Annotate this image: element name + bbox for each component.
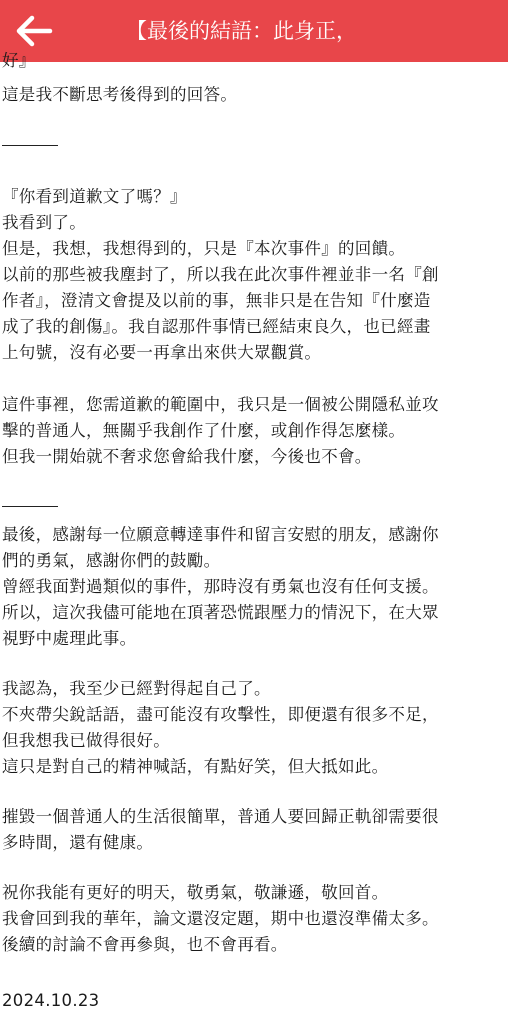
paragraph-line: 成了我的創傷』。我自認那件事情已經結束良久，也已經畫 <box>2 317 431 336</box>
paragraph-line: 作者』，澄清文會提及以前的事，無非只是在告知『什麼造 <box>2 291 431 310</box>
paragraph-line: 以前的那些被我塵封了，所以我在此次事件裡並非一名『創 <box>2 265 439 284</box>
paragraph-line: 但我想我已做得很好。 <box>2 731 170 750</box>
paragraph-line: 我會回到我的華年，論文還沒定題，期中也還沒準備太多。 <box>2 909 439 928</box>
paragraph-line: 祝你我能有更好的明天，敬勇氣，敬謙遜，敬回首。 <box>2 883 389 902</box>
paragraph-line: 後續的討論不會再參與，也不會再看。 <box>2 935 288 954</box>
paragraph-line: 這件事裡，您需道歉的範圍中，我只是一個被公開隱私並攻 <box>2 395 439 414</box>
back-button[interactable] <box>12 9 58 53</box>
paragraph-line: 曾經我面對過類似的事件，那時沒有勇氣也沒有任何支援。 <box>2 577 439 596</box>
partial-text-line: 好』 <box>2 51 36 70</box>
paragraph-line: 我認為，我至少已經對得起自己了。 <box>2 679 271 698</box>
paragraph-line: 這是我不斷思考後得到的回答。 <box>2 85 238 104</box>
page-title: 【最後的結語：此身正， <box>126 19 357 43</box>
paragraph-line: 但我一開始就不奢求您會給我什麼，今後也不會。 <box>2 447 372 466</box>
paragraph-line: 視野中處理此事。 <box>2 629 137 648</box>
paragraph-line: 我看到了。 <box>2 213 86 232</box>
paragraph-line: 但是，我想，我想得到的，只是『本次事件』的回饋。 <box>2 239 406 258</box>
article-body <box>0 51 508 1024</box>
date-line: 2024.10.23 <box>2 991 100 1010</box>
paragraph-line: 多時間，還有健康。 <box>2 833 154 852</box>
paragraph-line: 擊的普通人，無關乎我創作了什麼，或創作得怎麼樣。 <box>2 421 406 440</box>
paragraph-line: 們的勇氣，感謝你們的鼓勵。 <box>2 551 221 570</box>
paragraph-line: 上句號，沒有必要一再拿出來供大眾觀賞。 <box>2 343 322 362</box>
paragraph-line: 最後，感謝每一位願意轉達事件和留言安慰的朋友，感謝你 <box>2 525 439 544</box>
paragraph-line: 『你看到道歉文了嗎？』 <box>2 187 187 206</box>
section-divider <box>2 506 58 507</box>
paragraph-line: 摧毀一個普通人的生活很簡單，普通人要回歸正軌卻需要很 <box>2 807 439 826</box>
arrow-left-icon <box>12 9 58 53</box>
paragraph-line: 這只是對自己的精神喊話，有點好笑，但大抵如此。 <box>2 757 389 776</box>
paragraph-line: 所以，這次我儘可能地在頂著恐慌跟壓力的情況下，在大眾 <box>2 603 439 622</box>
paragraph-line: 不夾帶尖銳話語，盡可能沒有攻擊性，即便還有很多不足， <box>2 705 439 724</box>
section-divider <box>2 145 58 146</box>
